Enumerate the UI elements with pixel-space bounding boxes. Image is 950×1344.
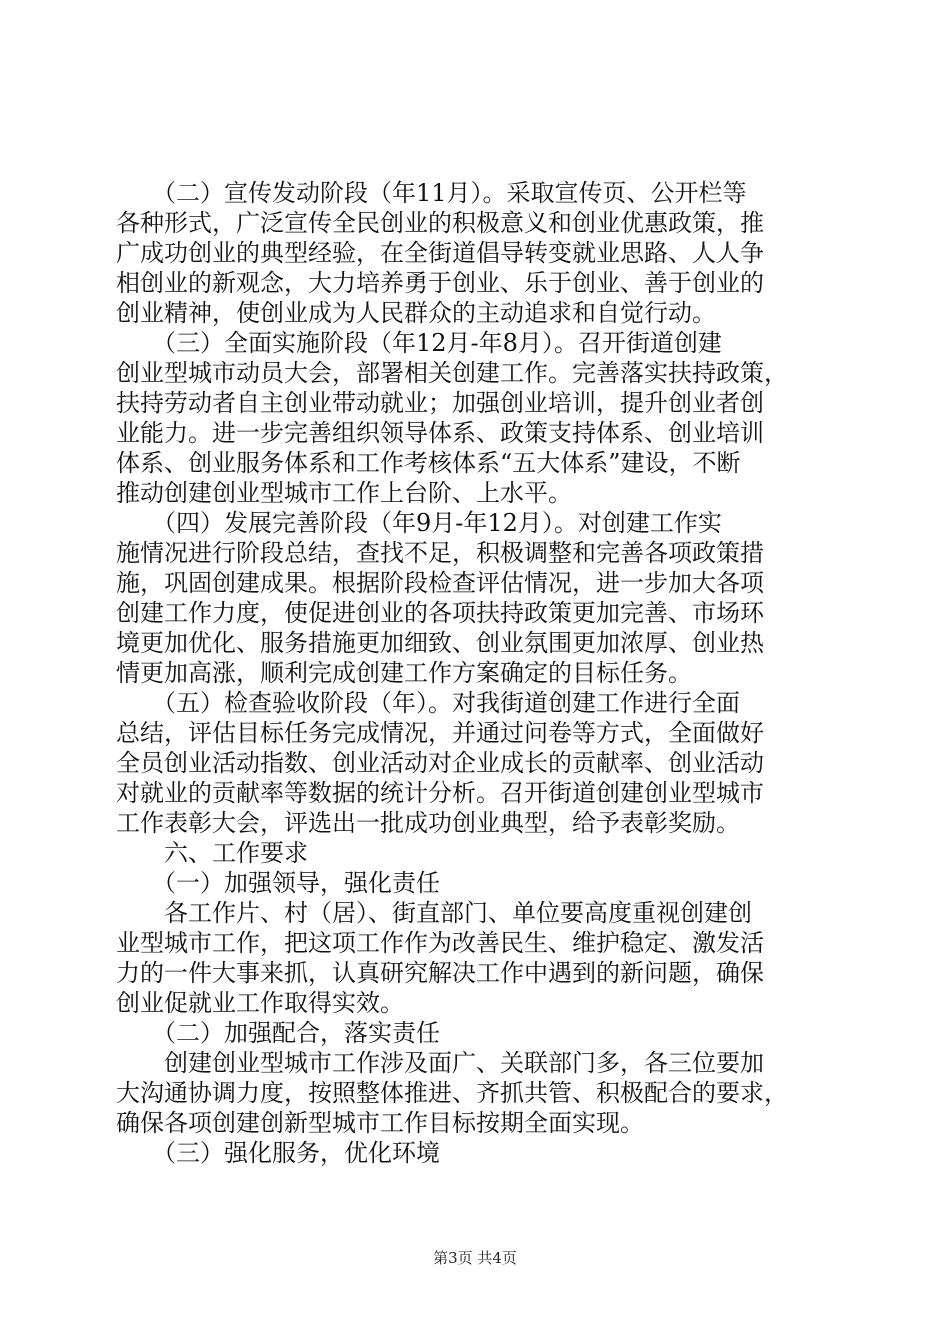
text-line: 对就业的贡献率等数据的统计分析。召开街道创建创业型城市 (116, 779, 764, 807)
text-line: 总结，评估目标任务完成情况，并通过问卷等方式，全面做好 (116, 719, 764, 747)
text-line: （五）检查验收阶段（年）。对我街道创建工作进行全面 (116, 689, 740, 717)
subsection-heading: （一）加强领导，强化责任 (116, 869, 440, 897)
text-line: 各工作片、村（居）、街直部门、单位要高度重视创建创 (116, 899, 752, 927)
text-line: 施，巩固创建成果。根据阶段检查评估情况，进一步加大各项 (116, 569, 764, 597)
text-line: 各种形式，广泛宣传全民创业的积极意义和创业优惠政策，推 (116, 209, 764, 237)
text-line: 创建工作力度，使促进创业的各项扶持政策更加完善、市场环 (116, 599, 764, 627)
text-line: 大沟通协调力度，按照整体推进、齐抓共管、积极配合的要求， (116, 1079, 788, 1107)
text-line: 确保各项创建创新型城市工作目标按期全面实现。 (116, 1109, 644, 1137)
text-line: 创业促就业工作取得实效。 (116, 989, 404, 1017)
subsection-heading: （三）强化服务，优化环境 (116, 1139, 440, 1167)
text-line: 扶持劳动者自主创业带动就业；加强创业培训，提升创业者创 (116, 389, 764, 417)
text-line: 广成功创业的典型经验，在全街道倡导转变就业思路、人人争 (116, 239, 764, 267)
text-line: 境更加优化、服务措施更加细致、创业氛围更加浓厚、创业热 (116, 629, 764, 657)
text-line: 相创业的新观念，大力培养勇于创业、乐于创业、善于创业的 (116, 269, 764, 297)
text-line: 全员创业活动指数、创业活动对企业成长的贡献率、创业活动 (116, 749, 764, 777)
text-line: 创建创业型城市工作涉及面广、关联部门多，各三位要加 (116, 1049, 764, 1077)
text-line: 情更加高涨，顺利完成创建工作方案确定的目标任务。 (116, 659, 692, 687)
text-line: （二）宣传发动阶段（年11月）。采取宣传页、公开栏等 (116, 179, 747, 207)
text-line: 推动创建创业型城市工作上台阶、上水平。 (116, 479, 572, 507)
text-line: （三）全面实施阶段（年12月-年8月）。召开街道创建 (116, 329, 722, 357)
text-line: 施情况进行阶段总结，查找不足，积极调整和完善各项政策措 (116, 539, 764, 567)
text-line: 工作表彰大会，评选出一批成功创业典型，给予表彰奖励。 (116, 809, 740, 837)
text-line: （四）发展完善阶段（年9月-年12月）。对创建工作实 (116, 509, 722, 537)
subsection-heading: （二）加强配合，落实责任 (116, 1019, 440, 1047)
section-heading: 六、工作要求 (116, 839, 308, 867)
text-line: 业能力。进一步完善组织领导体系、政策支持体系、创业培训 (116, 419, 764, 447)
page-number-footer: 第3页 共4页 (433, 1249, 517, 1267)
text-line: 业型城市工作，把这项工作作为改善民生、维护稳定、激发活 (116, 929, 764, 957)
text-line: 创业型城市动员大会，部署相关创建工作。完善落实扶持政策， (116, 359, 788, 387)
text-line: 体系、创业服务体系和工作考核体系“五大体系”建设，不断 (116, 449, 741, 477)
text-line: 创业精神，使创业成为人民群众的主动追求和自觉行动。 (116, 299, 716, 327)
text-line: 力的一件大事来抓，认真研究解决工作中遇到的新问题，确保 (116, 959, 764, 987)
